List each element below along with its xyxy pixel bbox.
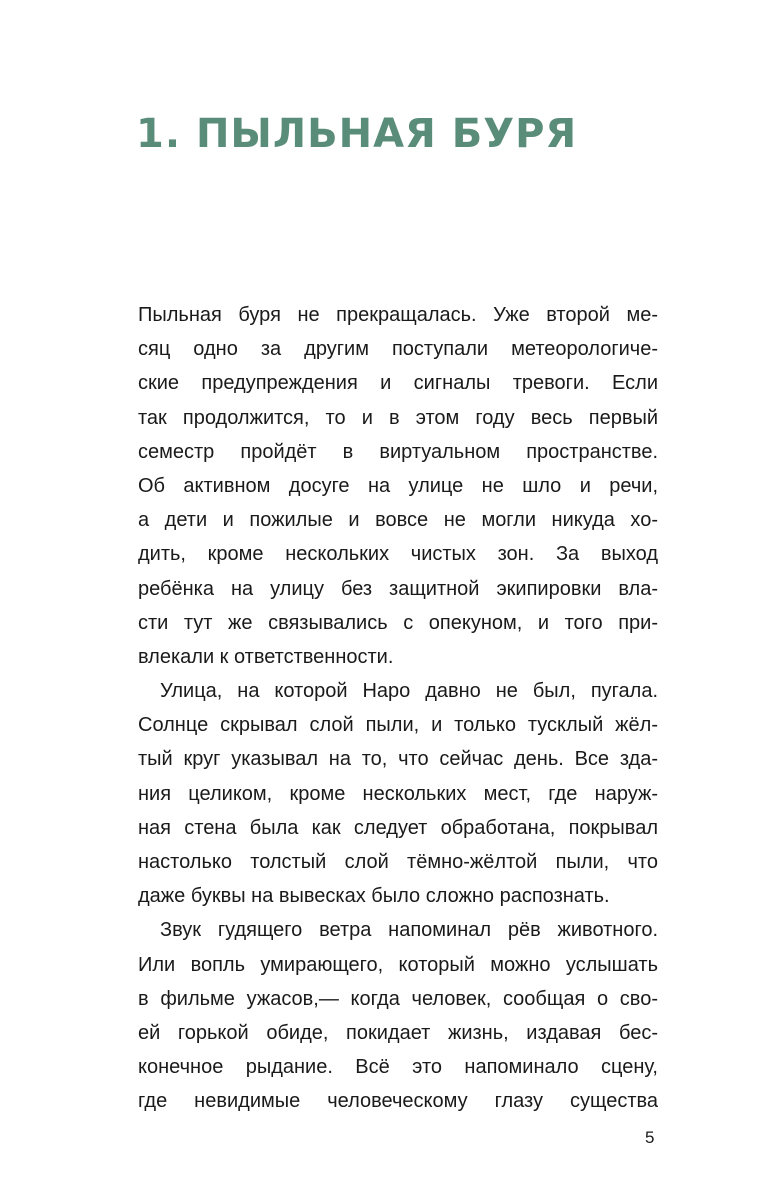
text-line: Пыльная буря не прекращалась. Уже второй ме- <box>138 304 658 326</box>
text-line: тый круг указывал на то, что сейчас день. Все зда- <box>138 748 658 771</box>
text-line: ребёнка на улицу без защитной экипировки вла- <box>138 577 658 600</box>
text-line: а дети и пожилые и вовсе не могли никуда хо- <box>138 509 658 532</box>
text-line: дить, кроме нескольких чистых зон. За выход <box>138 543 658 566</box>
text-line: ей горькой обиде, покидает жизнь, издавая бес- <box>138 1021 658 1044</box>
text-line: Звук гудящего ветра напоминал рёв животного. <box>160 919 658 942</box>
text-line: семестр пройдёт в виртуальном пространстве. <box>138 440 658 463</box>
text-line: Об активном досуге на улице не шло и речи, <box>138 474 658 497</box>
text-line: в фильме ужасов,— когда человек, сообщая о сво- <box>138 987 658 1010</box>
text-line: Или вопль умирающего, который можно услышать <box>138 953 658 976</box>
text-line: так продолжится, то и в этом году весь первый <box>138 406 658 429</box>
text-line: конечное рыдание. Всё это напоминало сцену, <box>138 1056 658 1079</box>
text-line: даже буквы на вывесках было сложно распознать. <box>138 885 610 908</box>
text-line: Улица, на которой Наро давно не был, пугала. <box>160 680 658 703</box>
text-line: сяц одно за другим поступали метеорологиче- <box>138 338 658 361</box>
body-text <box>138 298 658 1119</box>
text-line: влекали к ответственности. <box>138 645 394 668</box>
page-number: 5 <box>645 1128 655 1147</box>
text-line: где невидимые человеческому глазу существа <box>138 1090 658 1113</box>
text-line: настолько толстый слой тёмно-жёлтой пыли, что <box>138 851 658 873</box>
text-line: сти тут же связывались с опекуном, и того при- <box>138 611 658 634</box>
text-line: ная стена была как следует обработана, покрывал <box>138 816 658 839</box>
chapter-title: 1. ПЫЛЬНАЯ БУРЯ <box>136 111 578 157</box>
text-line: ские предупреждения и сигналы тревоги. Если <box>138 372 658 395</box>
text-line: Солнце скрывал слой пыли, и только тусклый жёл- <box>138 714 658 737</box>
text-line: ния целиком, кроме нескольких мест, где наруж- <box>138 782 658 805</box>
